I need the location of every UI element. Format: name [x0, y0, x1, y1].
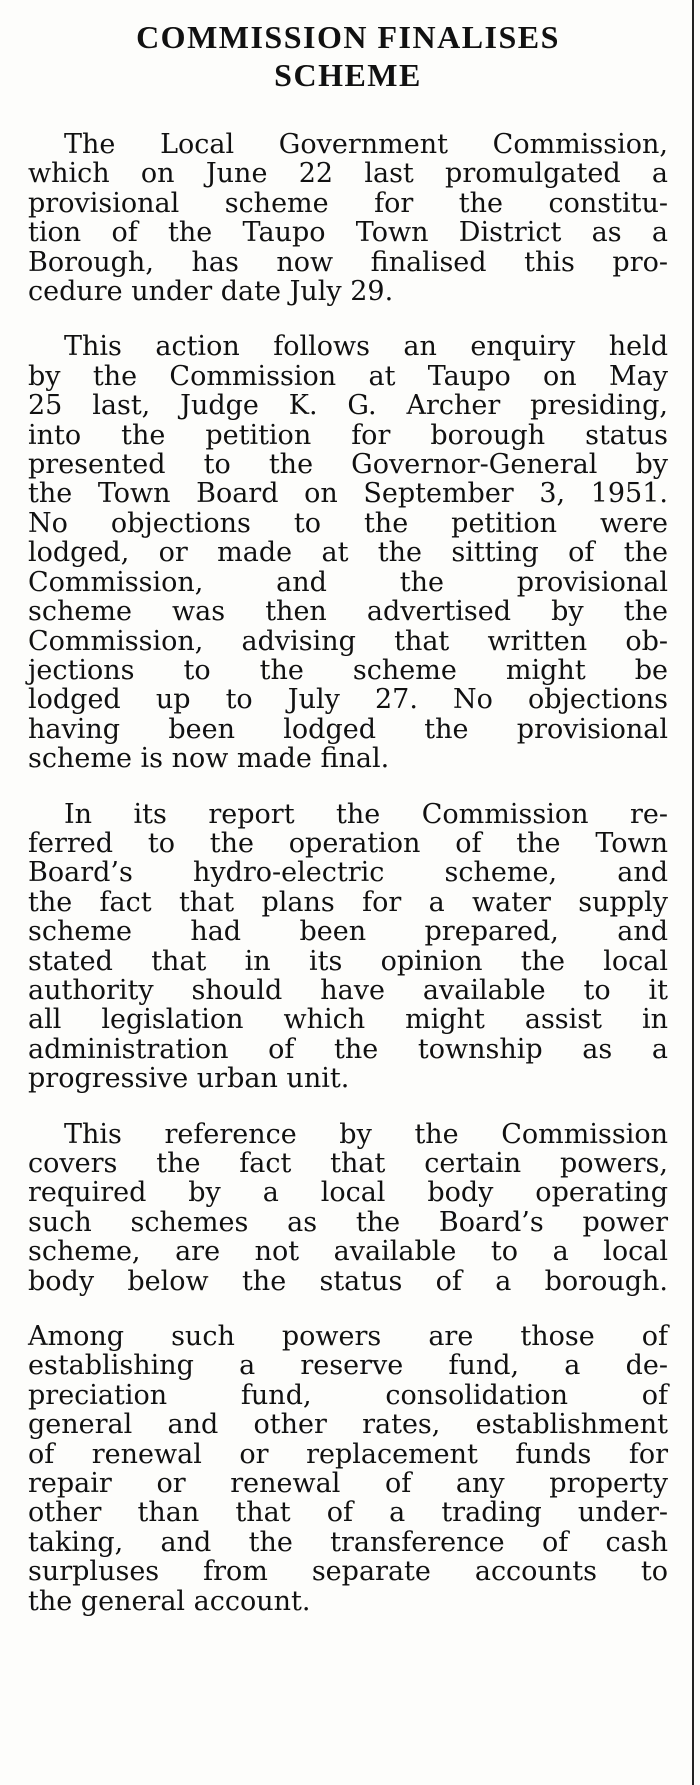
text-line: covers the fact that certain powers,	[28, 1148, 668, 1179]
text-line: repair or renewal of any property	[28, 1468, 668, 1500]
text-line: of renewal or replacement funds for	[28, 1438, 668, 1470]
text-line: lodged, or made at the sitting of the	[28, 537, 668, 569]
paragraph-3	[28, 800, 668, 1094]
text-line: ferred to the operation of the Town	[28, 827, 668, 859]
text-line: presented to the Governor-General by	[28, 449, 668, 481]
text-line: lodged up to July 27. No objections	[28, 684, 668, 716]
text-line: authority should have available to it	[28, 974, 668, 1006]
article-headline	[28, 18, 668, 94]
text-line: 25 last, Judge K. G. Archer presiding,	[28, 390, 668, 422]
text-line: Commission, advising that written ob-	[28, 625, 668, 657]
text-line: Commission, and the provisional	[28, 566, 668, 598]
paragraph-5	[28, 1322, 668, 1616]
text-line: jections to the scheme might be	[28, 654, 668, 686]
text-line: provisional scheme for the constitu-	[28, 187, 668, 219]
paragraph-1	[28, 130, 668, 306]
text-line: surpluses from separate accounts to	[28, 1556, 668, 1588]
text-line: administration of the township as a	[28, 1033, 668, 1065]
text-line: In its report the Commission re-	[64, 798, 668, 830]
text-line: the general account.	[28, 1585, 311, 1617]
text-line: establishing a reserve fund, a de-	[28, 1350, 668, 1382]
text-line: such schemes as the Board’s power	[28, 1206, 668, 1238]
text-line: the Town Board on September 3, 1951.	[28, 478, 668, 510]
text-line: general and other rates, establishment	[28, 1409, 668, 1441]
text-line: cedure under date July 29.	[28, 276, 394, 308]
text-line: scheme had been prepared, and	[28, 916, 668, 948]
text-line: which on June 22 last promulgated a	[28, 158, 668, 190]
news-article	[28, 18, 668, 1642]
paragraph-2	[28, 332, 668, 773]
paragraph-4	[28, 1120, 668, 1296]
text-line: The Local Government Commission,	[64, 129, 668, 160]
text-line: scheme is now made final.	[28, 743, 390, 775]
text-line: Board’s hydro-electric scheme, and	[28, 857, 668, 889]
text-line: required by a local body operating	[28, 1177, 668, 1209]
text-line: into the petition for borough status	[28, 419, 668, 451]
headline-line: SCHEME	[274, 57, 422, 93]
text-line: progressive urban unit.	[28, 1063, 350, 1095]
text-line: other than that of a trading under-	[28, 1497, 668, 1529]
text-line: Borough, has now finalised this pro-	[28, 246, 668, 278]
headline-line: COMMISSION FINALISES	[136, 19, 560, 55]
text-line: Among such powers are those of	[28, 1321, 668, 1353]
text-line: by the Commission at Taupo on May	[28, 360, 668, 392]
text-line: scheme was then advertised by the	[28, 596, 668, 628]
text-line: This action follows an enquiry held	[64, 331, 668, 363]
text-line: all legislation which might assist in	[28, 1004, 668, 1036]
text-line: having been lodged the provisional	[28, 713, 668, 745]
text-line: scheme, are not available to a local	[28, 1236, 668, 1268]
text-line: stated that in its opinion the local	[28, 945, 668, 977]
text-line: body below the status of a borough.	[28, 1265, 668, 1297]
column-rule	[692, 0, 694, 1785]
text-line: the fact that plans for a water supply	[28, 886, 668, 918]
text-line: This reference by the Commission	[64, 1118, 668, 1150]
text-line: taking, and the transference of cash	[28, 1526, 668, 1558]
text-line: preciation fund, consolidation of	[28, 1379, 668, 1411]
text-line: tion of the Taupo Town District as a	[28, 217, 668, 249]
text-line: No objections to the petition were	[28, 507, 668, 539]
